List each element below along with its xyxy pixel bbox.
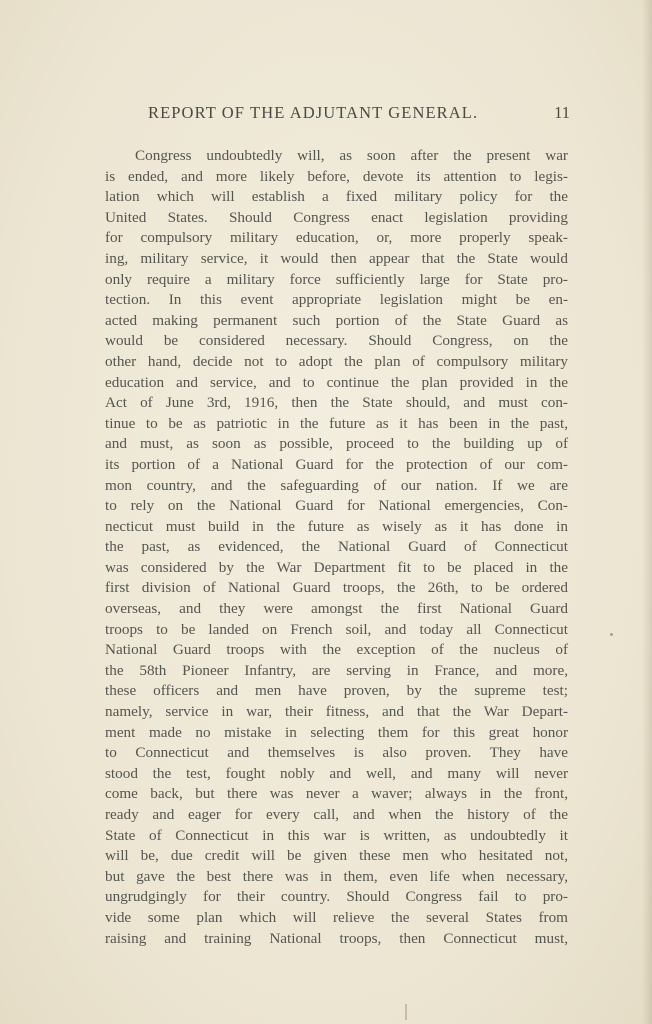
text-line: ing, military service, it would then appear that the State would <box>105 249 568 267</box>
text-line: to Connecticut and themselves is also proven. They have <box>105 744 568 762</box>
text-line: overseas, and they were amongst the first National Guard <box>105 600 568 618</box>
text-line: National Guard troops with the exception of the nucleus of <box>105 641 568 659</box>
text-line: its portion of a National Guard for the protection of our com- <box>105 455 568 473</box>
text-line: ready and eager for every call, and when the history of the <box>105 806 568 823</box>
text-line: will be, due credit will be given these men who hesitated not, <box>105 847 568 865</box>
text-line: to rely on the National Guard for National emergencies, Con- <box>105 497 568 515</box>
running-header <box>110 103 570 129</box>
text-line: tinue to be as patriotic in the future as it has been in the past, <box>105 414 568 432</box>
text-line: was considered by the War Department fit to be placed in the <box>105 558 568 576</box>
ink-speck <box>610 633 613 636</box>
text-line: education and service, and to continue the plan provided in the <box>105 373 568 391</box>
text-line: ment made no mistake in selecting them for this great honor <box>105 723 568 741</box>
text-line: the 58th Pioneer Infantry, are serving in France, and more, <box>105 661 568 679</box>
text-line: vide some plan which will relieve the several States from <box>105 908 568 926</box>
text-line: first division of National Guard troops, the 26th, to be ordered <box>105 579 568 597</box>
text-line: but gave the best there was in them, even life when necessary, <box>105 867 568 885</box>
text-line: these officers and men have proven, by the supreme test; <box>105 682 568 700</box>
text-line: come back, but there was never a waver; always in the front, <box>105 785 568 803</box>
text-line: the past, as evidenced, the National Guard of Connecticut <box>105 538 568 556</box>
page-number: 11 <box>554 103 570 122</box>
text-line: troops to be landed on French soil, and today all Connecticut <box>105 620 568 638</box>
text-line: would be considered necessary. Should Congress, on the <box>105 332 568 350</box>
text-line: United States. Should Congress enact legislation providing <box>105 208 568 226</box>
text-line: for compulsory military education, or, more properly speak- <box>105 229 568 247</box>
text-line: Congress undoubtedly will, as soon after the present war <box>135 147 568 164</box>
text-line: lation which will establish a fixed military policy for the <box>105 188 568 206</box>
page-edge-shadow <box>642 0 652 1024</box>
text-line: State of Connecticut in this war is written, as undoubtedly it <box>105 826 568 844</box>
binding-mark <box>405 1004 407 1020</box>
text-line: necticut must build in the future as wisely as it has done in <box>105 517 568 535</box>
text-line: only require a military force sufficiently large for State pro- <box>105 270 568 288</box>
body-paragraph <box>105 146 568 949</box>
text-line: is ended, and more likely before, devote its attention to legis- <box>105 167 568 185</box>
text-line: other hand, decide not to adopt the plan of compulsory military <box>105 352 568 370</box>
text-line: tection. In this event appropriate legislation might be en- <box>105 291 568 309</box>
text-line: namely, service in war, their fitness, and that the War Depart- <box>105 703 568 721</box>
text-line: Act of June 3rd, 1916, then the State should, and must con- <box>105 394 568 412</box>
header-title: REPORT OF THE ADJUTANT GENERAL. <box>148 103 479 122</box>
text-line: acted making permanent such portion of the State Guard as <box>105 311 568 329</box>
text-line: mon country, and the safeguarding of our nation. If we are <box>105 476 568 494</box>
text-line: and must, as soon as possible, proceed to the building up of <box>105 435 568 453</box>
text-line: raising and training National troops, then Connecticut must, <box>105 929 568 947</box>
text-line: stood the test, fought nobly and well, and many will never <box>105 764 568 782</box>
text-line: ungrudgingly for their country. Should Congress fail to pro- <box>105 888 568 906</box>
